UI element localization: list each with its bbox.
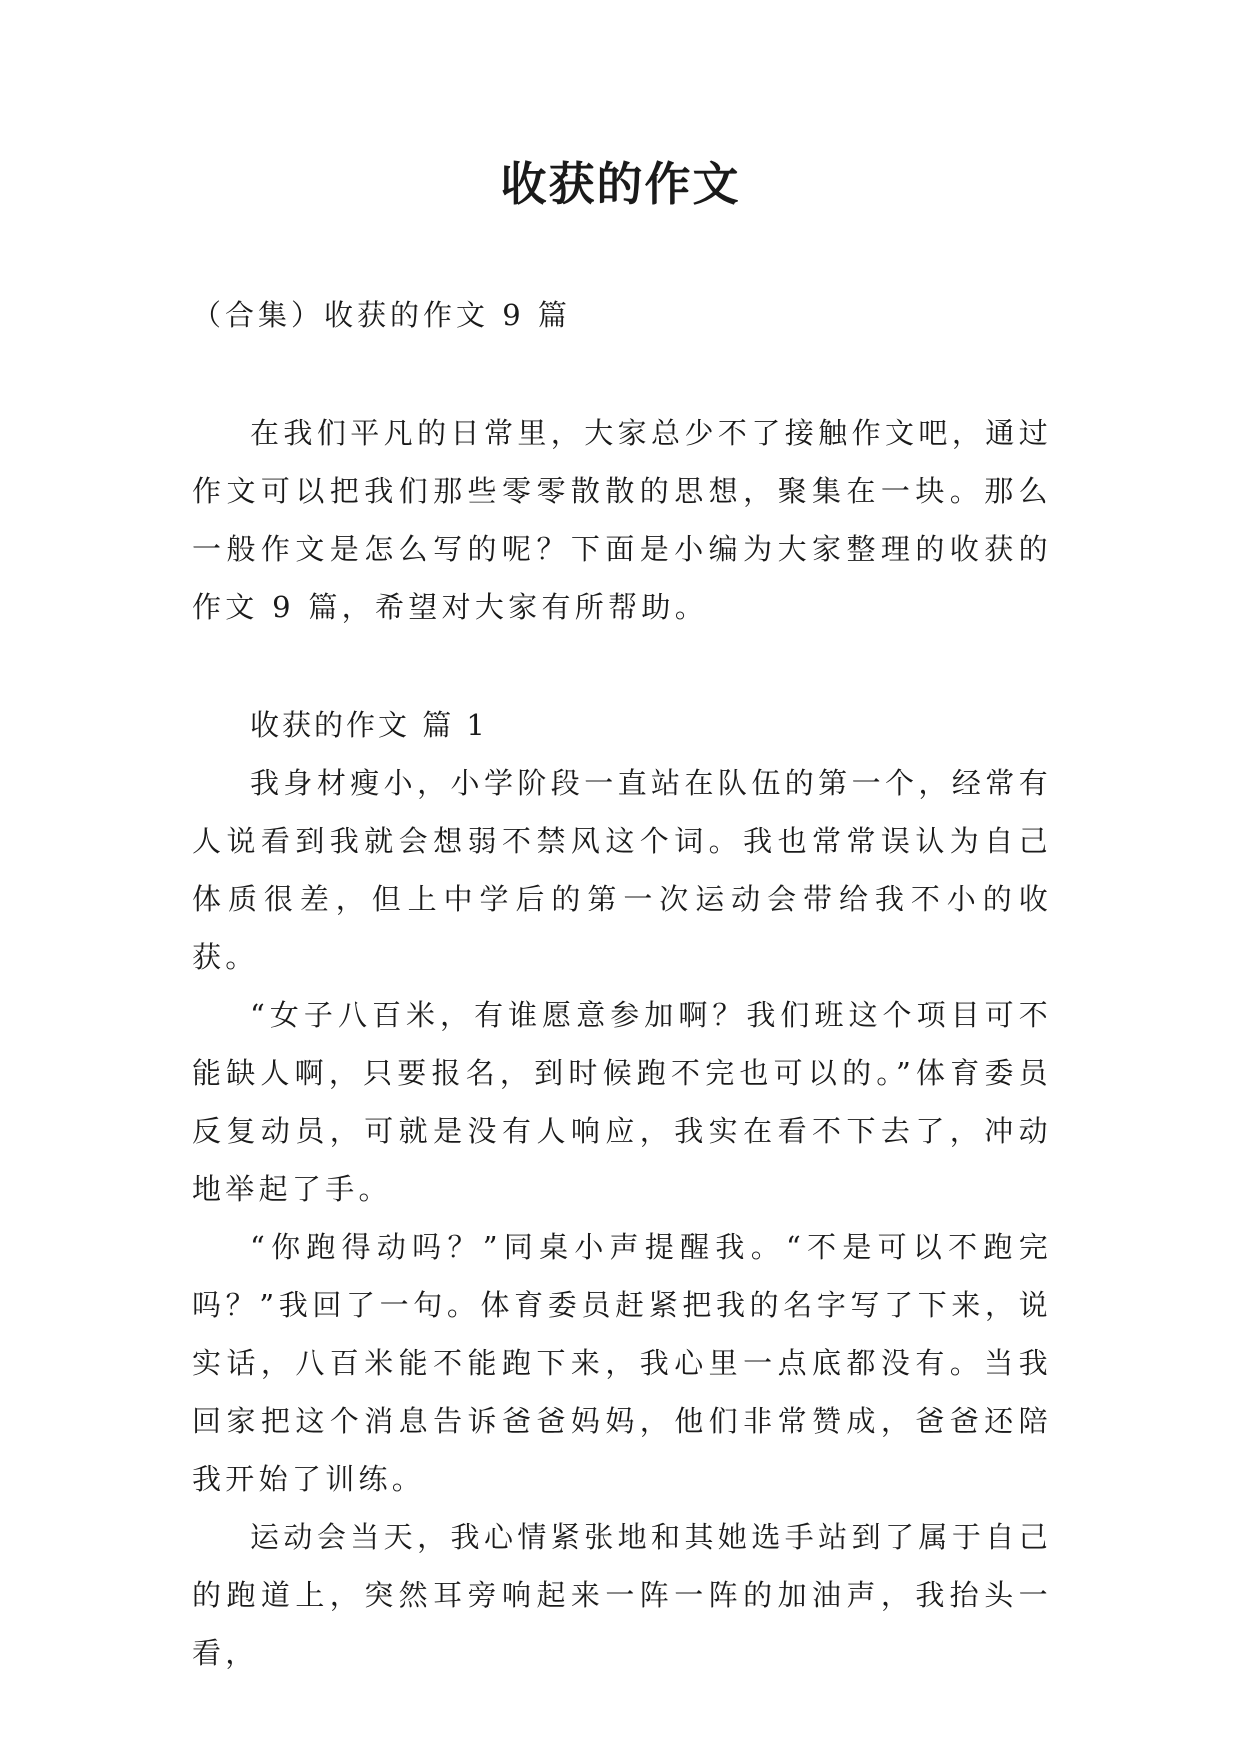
essay-paragraph-2: “女子八百米，有谁愿意参加啊？我们班这个项目可不能缺人啊，只要报名，到时候跑不完也可以的。”体育委员反复动员，可就是没有人响应，我实在看不下去了，冲动地举起了手。	[192, 998, 1052, 1206]
intro-block	[192, 404, 1052, 636]
essay-block	[192, 696, 1052, 1682]
document-title: 收获的作文	[500, 157, 741, 211]
essay-paragraph-4: 运动会当天，我心情紧张地和其她选手站到了属于自己的跑道上，突然耳旁响起来一阵一阵的加油声，我抬头一看，	[192, 1520, 1052, 1670]
intro-paragraph: 在我们平凡的日常里，大家总少不了接触作文吧，通过作文可以把我们那些零零散散的思想，聚集在一块。那么一般作文是怎么写的呢？下面是小编为大家整理的收获的作文 9 篇，希望对大家有所帮助。	[192, 416, 1052, 624]
section-heading: 收获的作文 篇 1	[250, 708, 488, 742]
document-subtitle: （合集）收获的作文 9 篇	[192, 298, 571, 332]
essay-paragraph-3: “你跑得动吗？”同桌小声提醒我。“不是可以不跑完吗？”我回了一句。体育委员赶紧把我的名字写了下来，说实话，八百米能不能跑下来，我心里一点底都没有。当我回家把这个消息告诉爸爸妈妈，他们非常赞成，爸爸还陪我开始了训练。	[192, 1230, 1052, 1496]
essay-paragraph-1: 我身材瘦小，小学阶段一直站在队伍的第一个，经常有人说看到我就会想弱不禁风这个词。我也常常误认为自己体质很差，但上中学后的第一次运动会带给我不小的收获。	[192, 766, 1052, 974]
